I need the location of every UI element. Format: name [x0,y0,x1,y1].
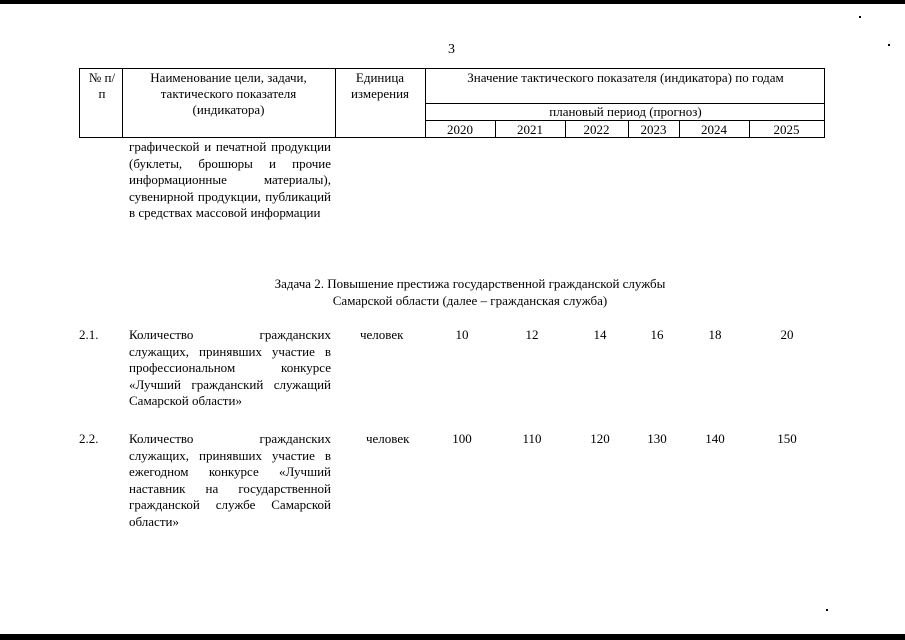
scan-speck [859,16,861,18]
row-divider [425,120,824,121]
task-title-line: Самарской области (далее – гражданская служба) [332,293,608,308]
scan-border-bottom [0,634,905,640]
continuation-text: графической и печатной продукции (буклеты, брошюры и прочие информационные материалы), сувенирной продукции, публикаций в средствах массовой информации [129,139,331,221]
header-year: 2021 [517,122,543,137]
scan-speck [826,609,828,611]
table-header [79,68,825,138]
header-year: 2023 [640,122,667,137]
column-divider [335,69,336,137]
header-value: Значение тактического показателя (индикатора) по годам [467,70,784,85]
header-unit: Единица измерения [350,70,410,101]
row-value-2025: 150 [777,431,797,446]
row-value-2021: 12 [525,327,539,342]
row-value-2023: 130 [647,431,667,446]
header-planned-period: плановый период (прогноз) [549,104,702,119]
task-title-line: Задача 2. Повышение престижа государственной гражданской службы [274,276,666,291]
row-unit: человек [360,327,404,342]
row-value-2020: 100 [452,431,472,446]
header-year: 2024 [701,122,727,137]
row-value-2025: 20 [780,327,794,342]
row-value-2022: 120 [590,431,610,446]
page-number: 3 [448,42,455,57]
scan-speck [888,44,890,46]
row-number: 2.2. [79,431,99,446]
header-name: Наименование цели, задачи, тактического показателя (индикатора) [150,70,307,117]
row-value-2020: 10 [455,327,469,342]
row-name: Количество гражданских служащих, принявших участие в профессиональном конкурсе «Лучший гражданский служащий Самарской области» [129,327,331,409]
header-number: № п/п [88,70,116,101]
row-value-2023: 16 [650,327,664,342]
header-year: 2025 [773,122,800,137]
column-divider [122,69,123,137]
row-number: 2.1. [79,327,99,342]
scan-border-top [0,0,905,4]
row-value-2022: 14 [593,327,607,342]
row-unit: человек [366,431,410,446]
header-year: 2020 [447,122,473,137]
row-value-2024: 18 [708,327,722,342]
row-value-2024: 140 [705,431,725,446]
row-name: Количество гражданских служащих, принявших участие в ежегодном конкурсе «Лучший наставник на государственной гражданской службе Самарской области» [129,431,331,529]
header-year: 2022 [583,122,610,137]
row-value-2021: 110 [522,431,542,446]
